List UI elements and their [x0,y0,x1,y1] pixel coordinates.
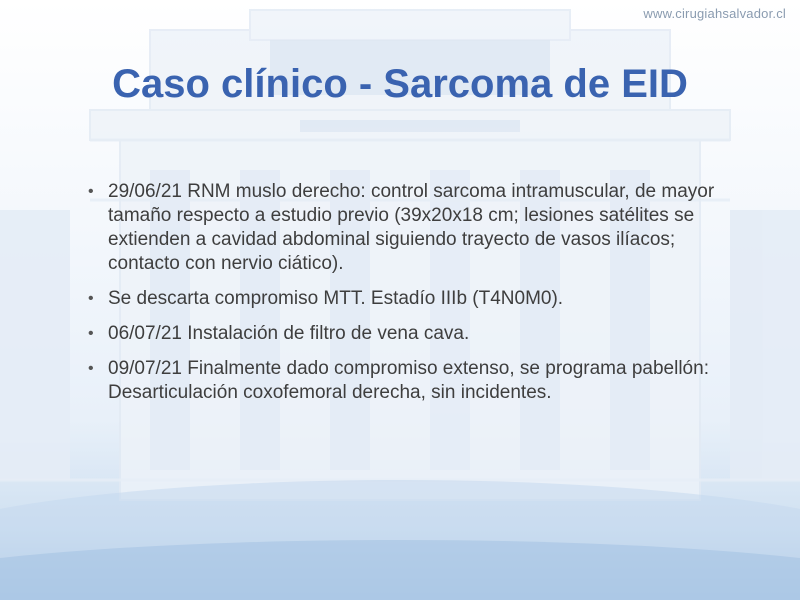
bullet-icon: • [88,360,94,377]
list-item [86,322,736,346]
bullet-list [86,180,736,416]
bullet-text: 29/06/21 RNM muslo derecho: control sarcoma intramuscular, de mayor tamaño respecto a estudio previo (39x20x18 cm; lesiones satélites se extienden a cavidad abdominal siguiendo trayecto de vasos ilíacos; contacto con nervio ciático). [108,181,715,274]
bullet-icon: • [88,290,94,307]
website-url: www.cirugiahsalvador.cl [643,6,786,21]
list-item [86,287,736,311]
bullet-icon: • [88,183,94,200]
bullet-icon: • [88,325,94,342]
list-item [86,180,736,276]
bullet-text: 06/07/21 Instalación de filtro de vena cava. [108,323,470,344]
bullet-text: 09/07/21 Finalmente dado compromiso extenso, se programa pabellón: Desarticulación coxofemoral derecha, sin incidentes. [108,358,709,403]
slide-title: Caso clínico - Sarcoma de EID [112,62,688,106]
list-item [86,357,736,405]
bullet-text: Se descarta compromiso MTT. Estadío IIIb (T4N0M0). [108,288,564,309]
